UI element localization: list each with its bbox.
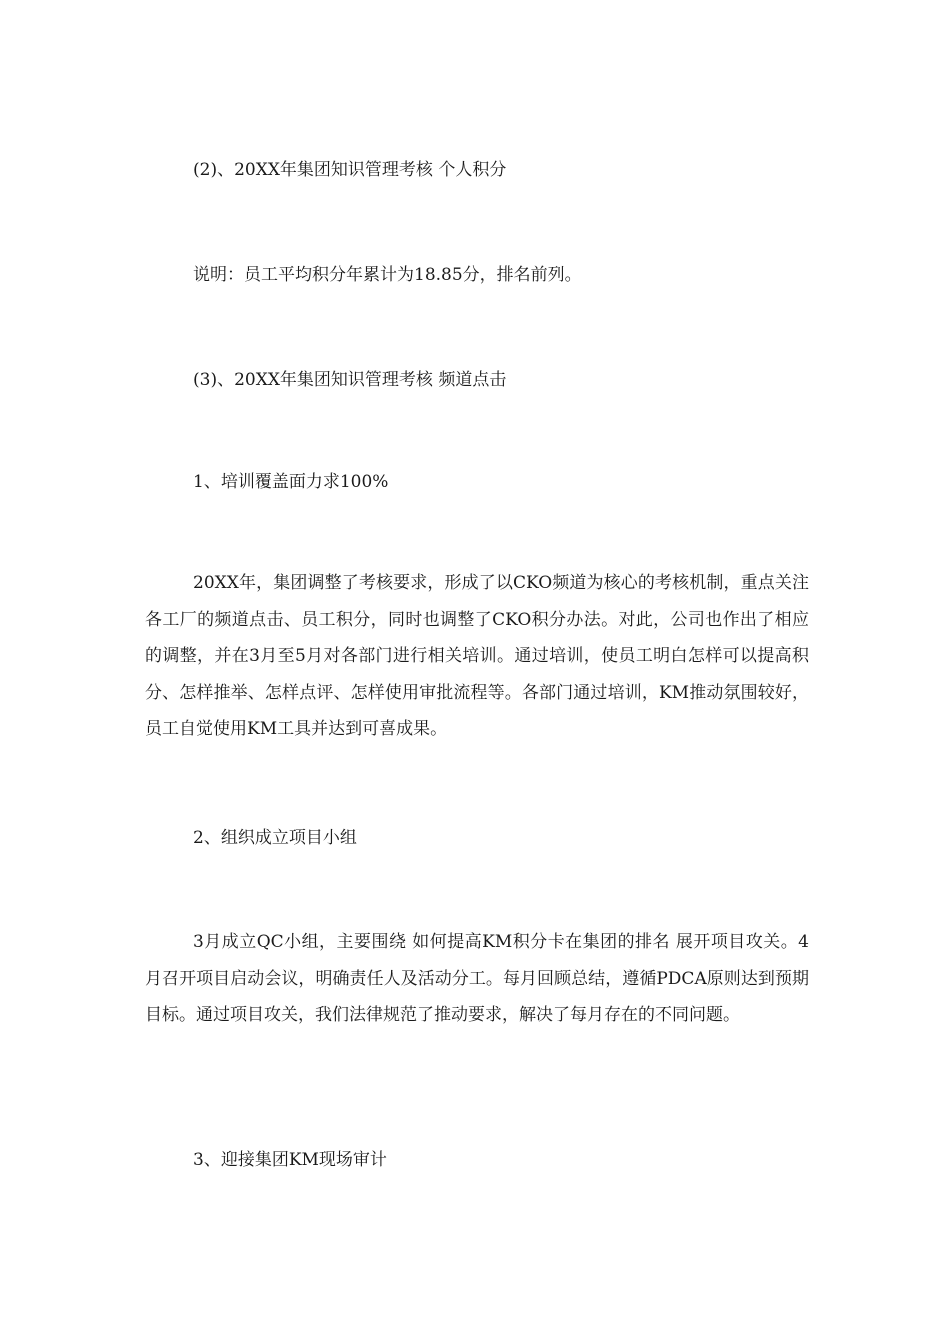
section-3-title: 3、迎接集团KM现场审计 — [193, 1150, 387, 1170]
section-2-title: 2、组织成立项目小组 — [193, 828, 357, 848]
note-average-points: 说明：员工平均积分年累计为18.85分，排名前列。 — [193, 265, 582, 285]
section-1-body: 20XX年，集团调整了考核要求，形成了以CKO频道为核心的考核机制，重点关注各工厂的频道点击、员工积分，同时也调整了CKO积分办法。对此，公司也作出了相应的调整，并在3月至5月对各部门进行相关培训。通过培训，使员工明白怎样可以提高积分、怎样推举、怎样点评、怎样使用审批流程等。各部门通过培训，KM推动氛围较好，员工自觉使用KM工具并达到可喜成果。 — [145, 573, 809, 739]
heading-personal-points: (2)、20XX年集团知识管理考核 个人积分 — [193, 160, 507, 180]
heading-channel-clicks: (3)、20XX年集团知识管理考核 频道点击 — [193, 370, 507, 390]
section-1-title: 1、培训覆盖面力求100% — [193, 472, 389, 492]
section-2-body: 3月成立QC小组，主要围绕 如何提高KM积分卡在集团的排名 展开项目攻关。4月召开项目启动会议，明确责任人及活动分工。每月回顾总结，遵循PDCA原则达到预期目标。通过项目攻关，我们法律规范了推动要求，解决了每月存在的不同问题。 — [145, 932, 809, 1025]
